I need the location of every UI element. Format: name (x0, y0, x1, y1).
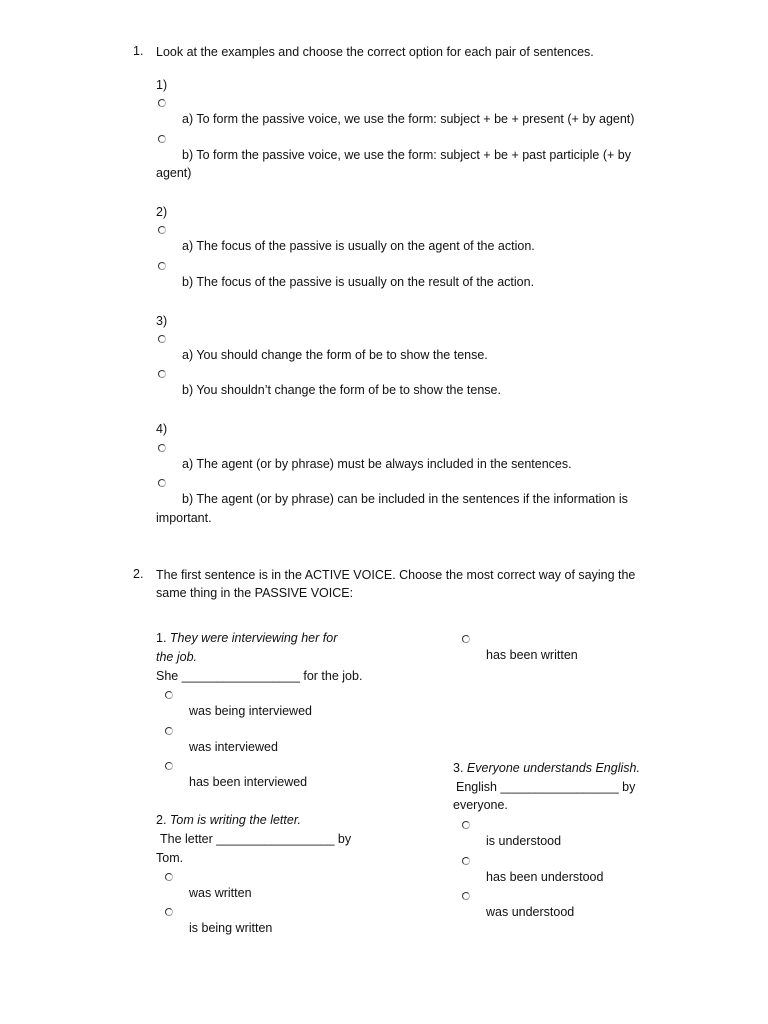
item-3-option-b-radio[interactable] (158, 370, 166, 378)
item-2-option-a-radio[interactable] (158, 226, 166, 234)
q3-option-2: has been understood (486, 870, 604, 884)
q1-active-line1 (156, 629, 337, 647)
q2-option-3-radio[interactable] (462, 635, 470, 643)
item-1-option-a-radio[interactable] (158, 99, 166, 107)
item-1-option-b: b) To form the passive voice, we use the form: subject + be + past participle (+ by (182, 148, 631, 162)
item-3-option-a-radio[interactable] (158, 335, 166, 343)
q3-option-1-radio[interactable] (462, 821, 470, 829)
q2-number: 2. (156, 813, 167, 827)
q1-number: 1. (156, 631, 167, 645)
q3-option-3-radio[interactable] (462, 892, 470, 900)
question-2-instruction-line1: The first sentence is in the ACTIVE VOICE. Choose the most correct way of saying the (156, 568, 636, 582)
item-3-option-a: a) You should change the form of be to show the tense. (182, 348, 488, 362)
q3-number: 3. (453, 761, 464, 775)
q2-option-2-radio[interactable] (165, 908, 173, 916)
q1-option-1: was being interviewed (189, 704, 312, 718)
item-1-label: 1) (156, 78, 168, 92)
q3-option-2-radio[interactable] (462, 857, 470, 865)
q1-option-3: has been interviewed (189, 775, 308, 789)
item-2-option-b-radio[interactable] (158, 262, 166, 270)
item-4-option-a-radio[interactable] (158, 444, 166, 452)
q2-prompt-line1: The letter _________________ by (160, 832, 352, 846)
q1-active-line2: the job. (156, 650, 198, 664)
q2-prompt-line2: Tom. (156, 851, 184, 865)
q2-active-sentence: Tom is writing the letter. (169, 813, 301, 827)
item-1-option-b-cont: agent) (156, 166, 192, 180)
q2-option-2: is being written (189, 921, 273, 935)
item-4-option-b-radio[interactable] (158, 479, 166, 487)
item-4-label: 4) (156, 422, 168, 436)
q1-option-3-radio[interactable] (165, 762, 173, 770)
q3-active-line (453, 759, 640, 777)
q1-option-2: was interviewed (189, 740, 278, 754)
q3-option-3: was understood (486, 905, 575, 919)
q1-option-1-radio[interactable] (165, 691, 173, 699)
item-4-option-b: b) The agent (or by phrase) can be included in the sentences if the information is (182, 492, 628, 506)
q2-option-1: was written (189, 886, 252, 900)
q1-prompt: She _________________ for the job. (156, 669, 363, 683)
q2-active-line (156, 811, 301, 829)
q3-prompt-line1: English _________________ by (456, 780, 636, 794)
q3-option-1: is understood (486, 834, 562, 848)
item-4-option-a: a) The agent (or by phrase) must be always included in the sentences. (182, 457, 572, 471)
item-3-label: 3) (156, 314, 168, 328)
item-3-option-b: b) You shouldn’t change the form of be to show the tense. (182, 383, 501, 397)
q3-prompt-line2: everyone. (453, 798, 508, 812)
q1-option-2-radio[interactable] (165, 727, 173, 735)
question-2-number: 2. (133, 567, 144, 581)
q3-active-sentence: Everyone understands English. (466, 761, 640, 775)
item-2-label: 2) (156, 205, 168, 219)
item-1-option-a: a) To form the passive voice, we use the form: subject + be + present (+ by agent) (182, 112, 635, 126)
q1-active-sentence: They were interviewing her for (169, 631, 338, 645)
item-1-option-b-radio[interactable] (158, 135, 166, 143)
q2-option-1-radio[interactable] (165, 873, 173, 881)
q2-option-3: has been written (486, 648, 578, 662)
item-2-option-b: b) The focus of the passive is usually on the result of the action. (182, 275, 535, 289)
question-1-number: 1. (133, 44, 144, 58)
item-4-option-b-cont: important. (156, 511, 212, 525)
item-2-option-a: a) The focus of the passive is usually on the agent of the action. (182, 239, 535, 253)
question-2-instruction-line2: same thing in the PASSIVE VOICE: (156, 586, 354, 600)
question-1-instruction: Look at the examples and choose the correct option for each pair of sentences. (156, 45, 594, 59)
